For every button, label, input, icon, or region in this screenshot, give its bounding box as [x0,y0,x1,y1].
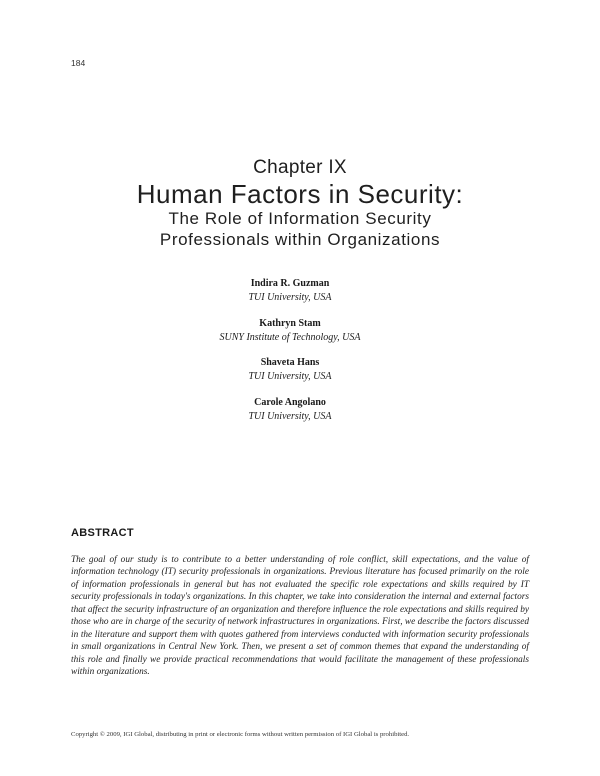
chapter-subtitle-line-1: The Role of Information Security [168,209,432,228]
author-entry [0,317,580,345]
author-entry [0,396,580,424]
author-name: Shaveta Hans [260,357,320,368]
author-affiliation: TUI University, USA [248,292,332,303]
author-name: Carole Angolano [254,396,326,408]
author-name: Indira R. Guzman [250,278,330,289]
copyright-notice: Copyright © 2009, IGI Global, distributing in print or electronic forms without written permission of IGI Global is prohibited. [71,731,410,738]
author-list [0,277,580,435]
chapter-subtitle-line-2: Professionals within Organizations [159,229,441,249]
author-entry [0,356,580,384]
author-affiliation: TUI University, USA [248,410,332,422]
author-affiliation: SUNY Institute of Technology, USA [219,331,361,343]
chapter-label: Chapter IX [253,157,347,178]
chapter-title: Human Factors in Security: [136,179,464,209]
author-entry [0,277,580,305]
author-name: Kathryn Stam [259,317,321,329]
chapter-heading [0,157,600,250]
author-affiliation: TUI University, USA [248,371,332,382]
page-number: 184 [71,58,86,68]
abstract-heading: ABSTRACT [71,527,134,539]
abstract-body: The goal of our study is to contribute to a better understanding of role conflict, skill expectations, and the value of information technology (IT) security professionals in organizations. Previous literature has focused primarily on the role of information professionals in general but has not evaluated the specific role expectations and skills required by IT security professionals in today's organizations. In this chapter, we take into consideration the internal and external factors that affect the security infrastructure of an organization and therefore influence the role expectations and skills required by those who are in charge of the security of network infrastructures in organizations. First, we describe the factors discussed in the literature and support them with quotes gathered from interviews conducted with information security professionals in small organizations in Central New York. Then, we present a set of common themes that expand the understanding of this role and finally we provide practical recommendations that would facilitate the management of these professionals within organizations. [71,555,529,678]
